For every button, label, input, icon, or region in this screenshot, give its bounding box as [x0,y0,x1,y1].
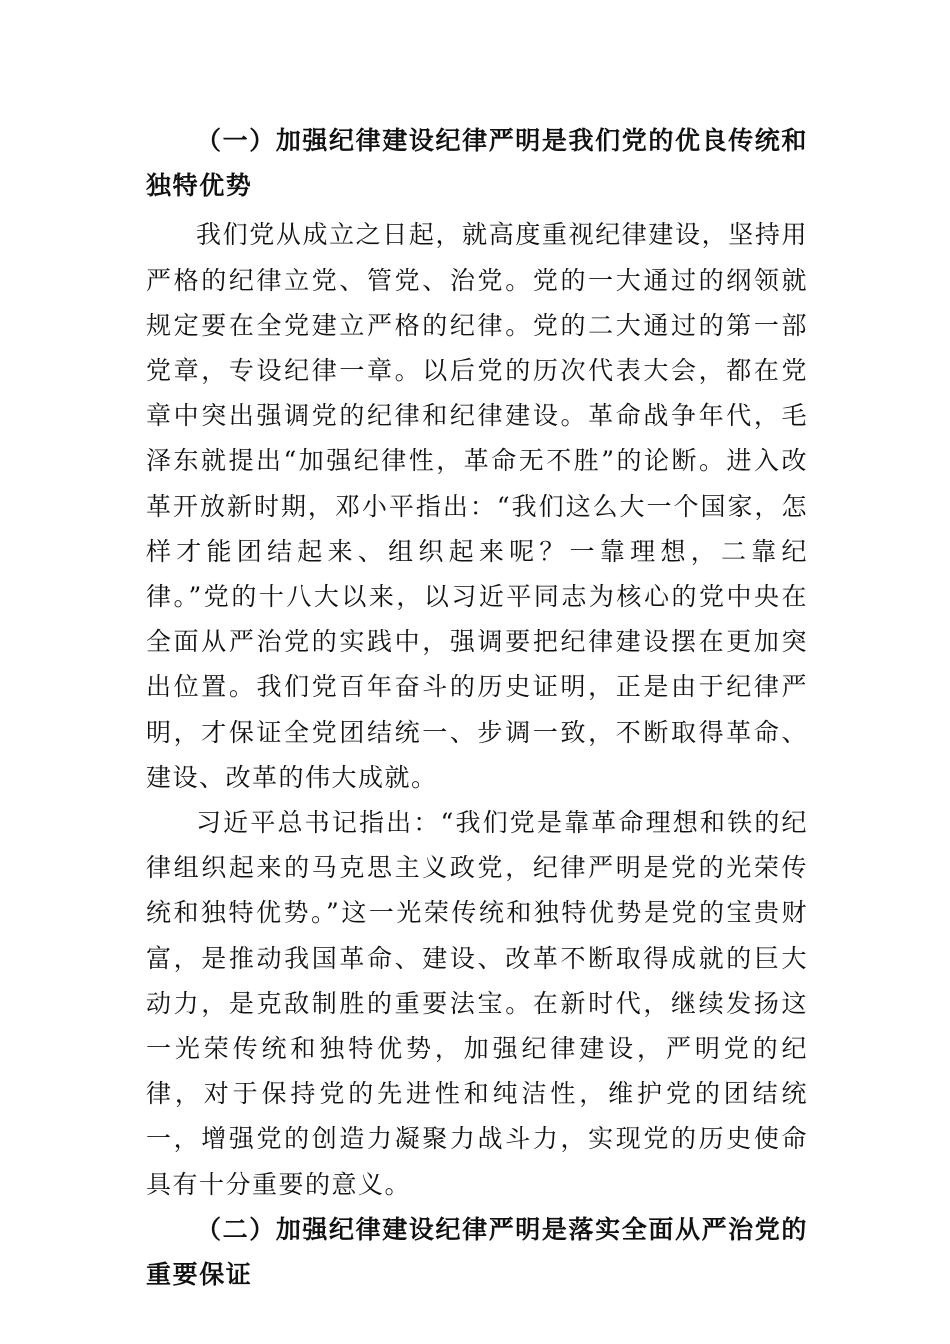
document-body [146,118,808,1297]
section-heading-1: （一）加强纪律建设纪律严明是我们党的优良传统和独特优势 [146,126,808,201]
body-paragraph-1: 我们党从成立之日起，就高度重视纪律建设，坚持用严格的纪律立党、管党、治党。党的一大通过的纲领就规定要在全党建立严格的纪律。党的二大通过的第一部党章，专设纪律一章。以后党的历次代表大会，都在党章中突出强调党的纪律和纪律建设。革命战争年代，毛泽东就提出“加强纪律性，革命无不胜”的论断。进入改革开放新时期，邓小平指出：“我们这么大一个国家，怎样才能团结起来、组织起来呢？一靠理想，二靠纪律。”党的十八大以来，以习近平同志为核心的党中央在全面从严治党的实践中，强调要把纪律建设摆在更加突出位置。我们党百年奋斗的历史证明，正是由于纪律严明，才保证全党团结统一、步调一致，不断取得革命、建设、改革的伟大成就。 [146,220,808,792]
section-heading-2: （二）加强纪律建设纪律严明是落实全面从严治党的重要保证 [146,1214,808,1290]
body-paragraph-2: 习近平总书记指出：“我们党是靠革命理想和铁的纪律组织起来的马克思主义政党，纪律严明是党的光荣传统和独特优势。”这一光荣传统和独特优势是党的宝贵财富，是推动我国革命、建设、改革不断取得成就的巨大动力，是克敌制胜的重要法宝。在新时代，继续发扬这一光荣传统和独特优势，加强纪律建设，严明党的纪律，对于保持党的先进性和纯洁性，维护党的团结统一，增强党的创造力凝聚力战斗力，实现党的历史使命具有十分重要的意义。 [146,808,808,1199]
